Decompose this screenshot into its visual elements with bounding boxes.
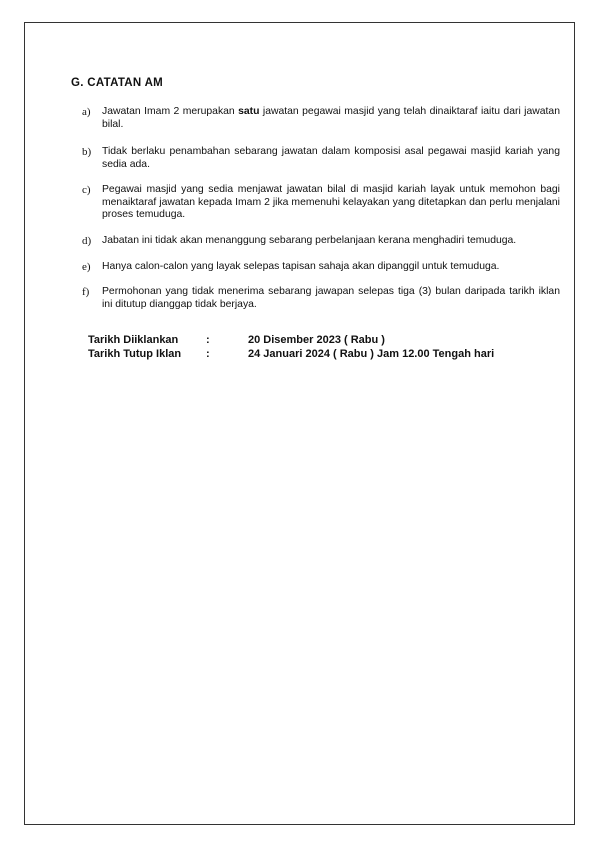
date-colon: : (206, 334, 210, 346)
item-text (102, 106, 560, 131)
date-row-advertised (88, 334, 494, 348)
item-text-bold: satu (238, 106, 260, 117)
list-item-a (82, 106, 560, 131)
section-heading: G. CATATAN AM (71, 77, 164, 89)
list-item-f (82, 286, 560, 311)
date-value: 20 Disember 2023 ( Rabu ) (248, 334, 385, 346)
item-text: Hanya calon-calon yang layak selepas tapisan sahaja akan dipanggil untuk temuduga. (102, 261, 500, 272)
list-item-e (82, 261, 560, 274)
list-item-b (82, 146, 560, 171)
item-text-pre: Jawatan Imam 2 merupakan (102, 106, 239, 117)
item-label: b) (82, 146, 92, 158)
date-key: Tarikh Tutup Iklan (88, 347, 182, 360)
item-text: Jabatan ini tidak akan menanggung sebarang perbelanjaan kerana menghadiri temuduga. (102, 235, 517, 246)
date-value: 24 Januari 2024 ( Rabu ) Jam 12.00 Tengah hari (248, 347, 495, 360)
list-item-d (82, 235, 560, 248)
item-label: e) (82, 261, 91, 273)
item-text: Tidak berlaku penambahan sebarang jawatan dalam komposisi asal pegawai masjid kariah yang sedia ada. (102, 146, 560, 170)
item-label: d) (82, 235, 92, 247)
item-label: f) (82, 286, 90, 298)
list-item-c (82, 184, 560, 222)
advert-dates (88, 334, 494, 361)
item-text-rest: jawatan pegawai masjid yang telah dinaiktaraf iaitu dari jawatan bilal. (102, 106, 560, 130)
item-label: a) (82, 106, 91, 118)
date-colon: : (206, 347, 210, 360)
date-row-closing (88, 348, 494, 362)
date-key: Tarikh Diiklankan (88, 334, 179, 346)
item-text: Pegawai masjid yang sedia menjawat jawatan bilal di masjid kariah layak untuk memohon bagi menaiktaraf jawatan kepada Imam 2 jika memenuhi kelayakan yang ditetapkan dan perlu menjalani proses temuduga. (102, 184, 560, 220)
page-border (24, 22, 575, 825)
item-text: Permohonan yang tidak menerima sebarang jawapan selepas tiga (3) bulan daripada tarikh iklan ini ditutup dianggap tidak berjaya. (102, 286, 560, 310)
item-label: c) (82, 184, 91, 196)
